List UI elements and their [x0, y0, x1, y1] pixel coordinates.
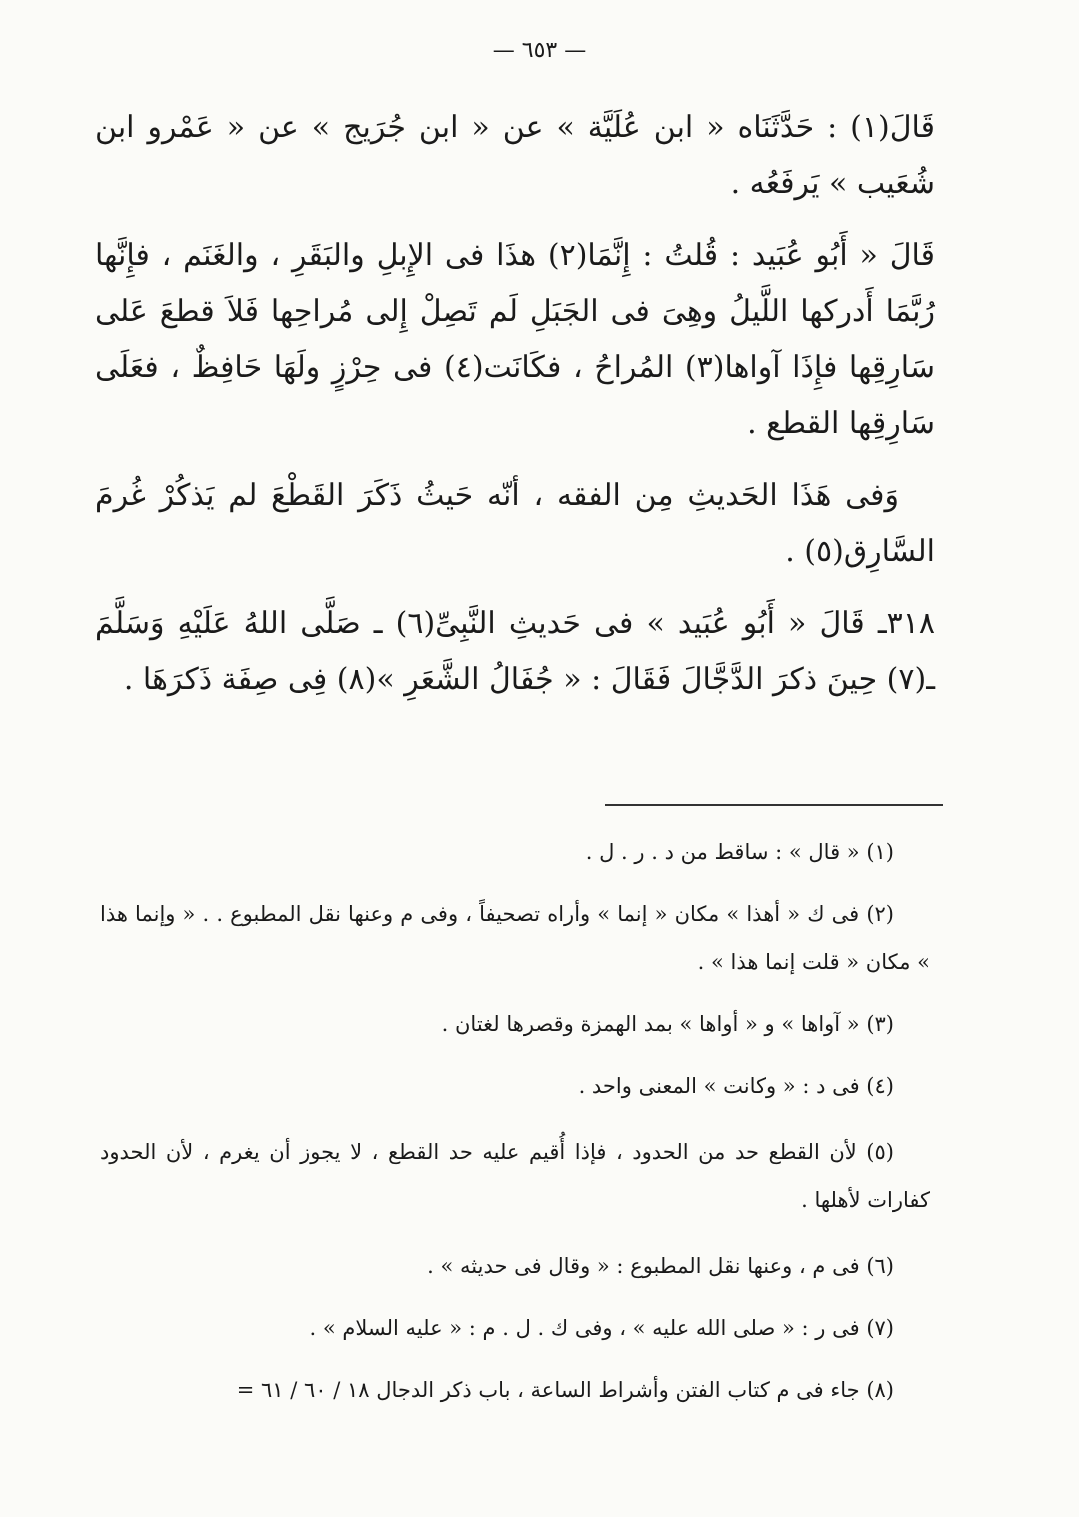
footnote-8: (٨) جاء فى م كتاب الفتن وأشراط الساعة ، باب ذكر الدجال ١٨ / ٦٠ / ٦١ = — [236, 1378, 894, 1402]
paragraph-hadith-318: ٣١٨ـ قَالَ « أَبُو عُبَيد » فى حَديثِ النَّبِىِّ(٦) ـ صَلَّى اللهُ عَلَيْهِ وَسَلَّمَ ـ(٧) حِينَ ذكرَ الدَّجَّالَ فَقَالَ : « جُفَالُ الشَّعَرِ »(٨) فِى صِفَة ذَكرَهَا . — [95, 606, 935, 697]
footnote-5: (٥) لأن القطع حد من الحدود ، فإذا أُقيم عليه حد القطع ، لا يجوز أن يغرم ، لأن الحدود كفارات لأهلها . — [100, 1140, 930, 1212]
paragraph-isnad: قَالَ(١) : حَدَّثَنَاه « ابن عُلَيَّة » عن « ابن جُرَيج » عن « عَمْرو ابن شُعَيب » يَرفَعُه . — [95, 110, 935, 201]
footnotes — [100, 828, 930, 1428]
footnote-6: (٦) فى م ، وعنها نقل المطبوع : « وقال فى حديثه » . — [427, 1254, 894, 1278]
footnote-separator — [605, 804, 943, 806]
main-text — [95, 100, 935, 724]
footnote-2: (٢) فى ك « أهذا » مكان « إنما » وأراه تصحيفاً ، وفى م وعنها نقل المطبوع . . « وإنما هذا » مكان « قلت إنما هذا » . — [100, 902, 930, 974]
footnote-3: (٣) « آواها » و « أواها » بمد الهمزة وقصرها لغتان . — [441, 1012, 894, 1036]
footnote-1: (١) « قال » : ساقط من د . ر . ل . — [585, 840, 894, 864]
footnote-4: (٤) فى د : « وكانت » المعنى واحد . — [578, 1074, 894, 1098]
paragraph-fiqh: وَفى هَذَا الحَديثِ مِن الفقه ، أنّه حَيثُ ذَكَرَ القَطْعَ لم يَذكُرْ غُرمَ السَّارِق(٥) . — [95, 478, 935, 569]
page-number: — ٦٥٣ — — [492, 38, 587, 63]
paragraph-abu-ubayd-explanation: قَالَ « أَبُو عُبَيد : قُلتُ : إِنَّمَا(٢) هذَا فى الإِبلِ والبَقَرِ ، والغَنَم ، فإِنَّها رُبَّمَا أَدركها اللَّيلُ وهِىَ فى الجَبَلِ لَم تَصِلْ إِلى مُراحِها فَلاَ قطعَ عَلى سَارِقِها فإِذَا آواها(٣) المُراحُ ، فكَانَت(٤) فى حِرْزٍ ولَهَا حَافِظٌ ، فعَلَى سَارِقِها القطع . — [95, 238, 935, 441]
footnote-7: (٧) فى ر : « صلى الله عليه » ، وفى ك . ل . م : « عليه السلام » . — [309, 1316, 894, 1340]
